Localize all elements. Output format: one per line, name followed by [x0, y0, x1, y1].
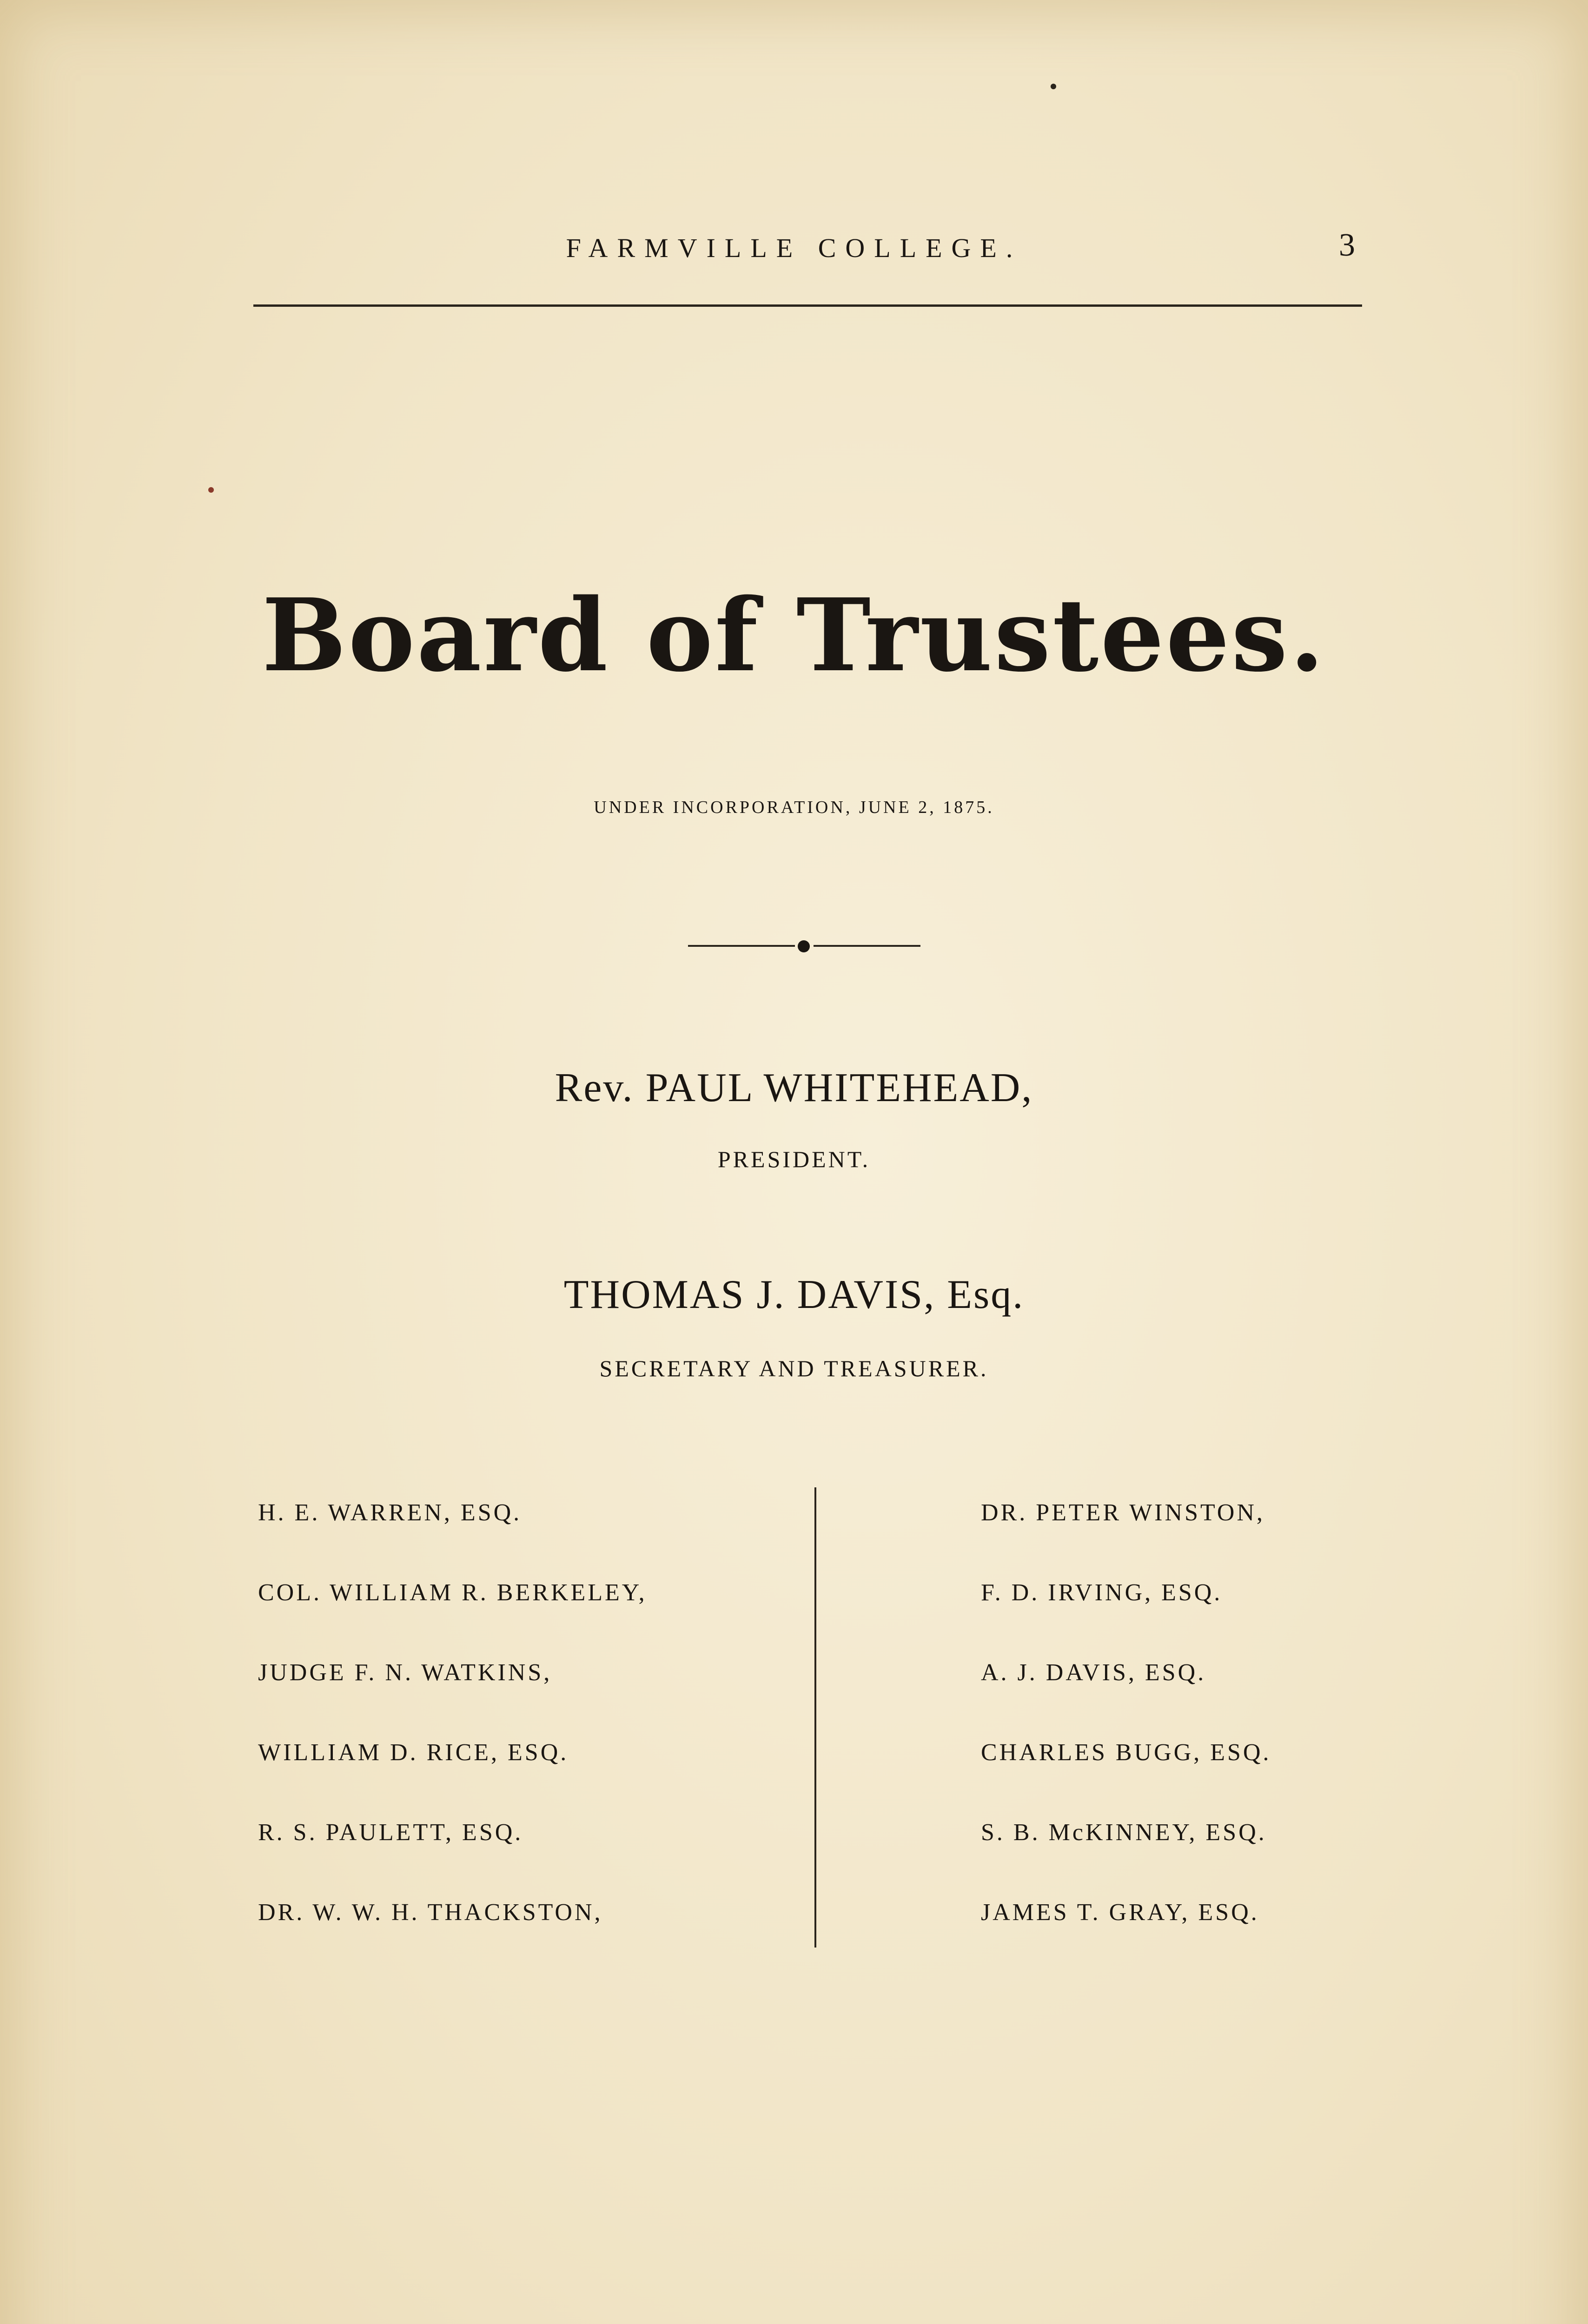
trustee-name: S. B. McKINNEY, ESQ.	[981, 1819, 1267, 1846]
trustee-name: DR. W. W. H. THACKSTON,	[258, 1899, 603, 1926]
trustee-name: R. S. PAULETT, ESQ.	[258, 1819, 523, 1846]
president-title: PRESIDENT.	[717, 1146, 871, 1172]
paper-spot	[1051, 84, 1056, 89]
page-number: 3	[1339, 227, 1355, 263]
trustees-right-column	[981, 1499, 1446, 1979]
trustee-name: H. E. WARREN, ESQ.	[258, 1499, 522, 1526]
trustee-name: A. J. DAVIS, ESQ.	[981, 1659, 1206, 1686]
column-divider	[814, 1487, 816, 1948]
trustee-name: CHARLES BUGG, ESQ.	[981, 1739, 1271, 1766]
president-name: Rev. PAUL WHITEHEAD,	[555, 1065, 1033, 1110]
page-title: Board of Trustees.	[262, 576, 1326, 694]
paper-spot	[208, 487, 214, 493]
running-head: FARMVILLE COLLEGE.	[566, 233, 1022, 263]
trustee-name: F. D. IRVING, ESQ.	[981, 1579, 1223, 1606]
incorporation-subtitle: UNDER INCORPORATION, JUNE 2, 1875.	[594, 798, 994, 817]
header-rule	[253, 304, 1362, 307]
trustees-left-column	[258, 1499, 723, 1979]
trustee-name: JAMES T. GRAY, ESQ.	[981, 1899, 1259, 1926]
trustee-name: WILLIAM D. RICE, ESQ.	[258, 1739, 569, 1766]
secretary-title: SECRETARY AND TREASURER.	[599, 1355, 989, 1381]
secretary-name: THOMAS J. DAVIS, Esq.	[563, 1272, 1025, 1317]
trustee-name: DR. PETER WINSTON,	[981, 1499, 1265, 1526]
trustee-name: COL. WILLIAM R. BERKELEY,	[258, 1579, 647, 1606]
ornamental-divider	[688, 939, 920, 953]
trustee-name: JUDGE F. N. WATKINS,	[258, 1659, 552, 1686]
